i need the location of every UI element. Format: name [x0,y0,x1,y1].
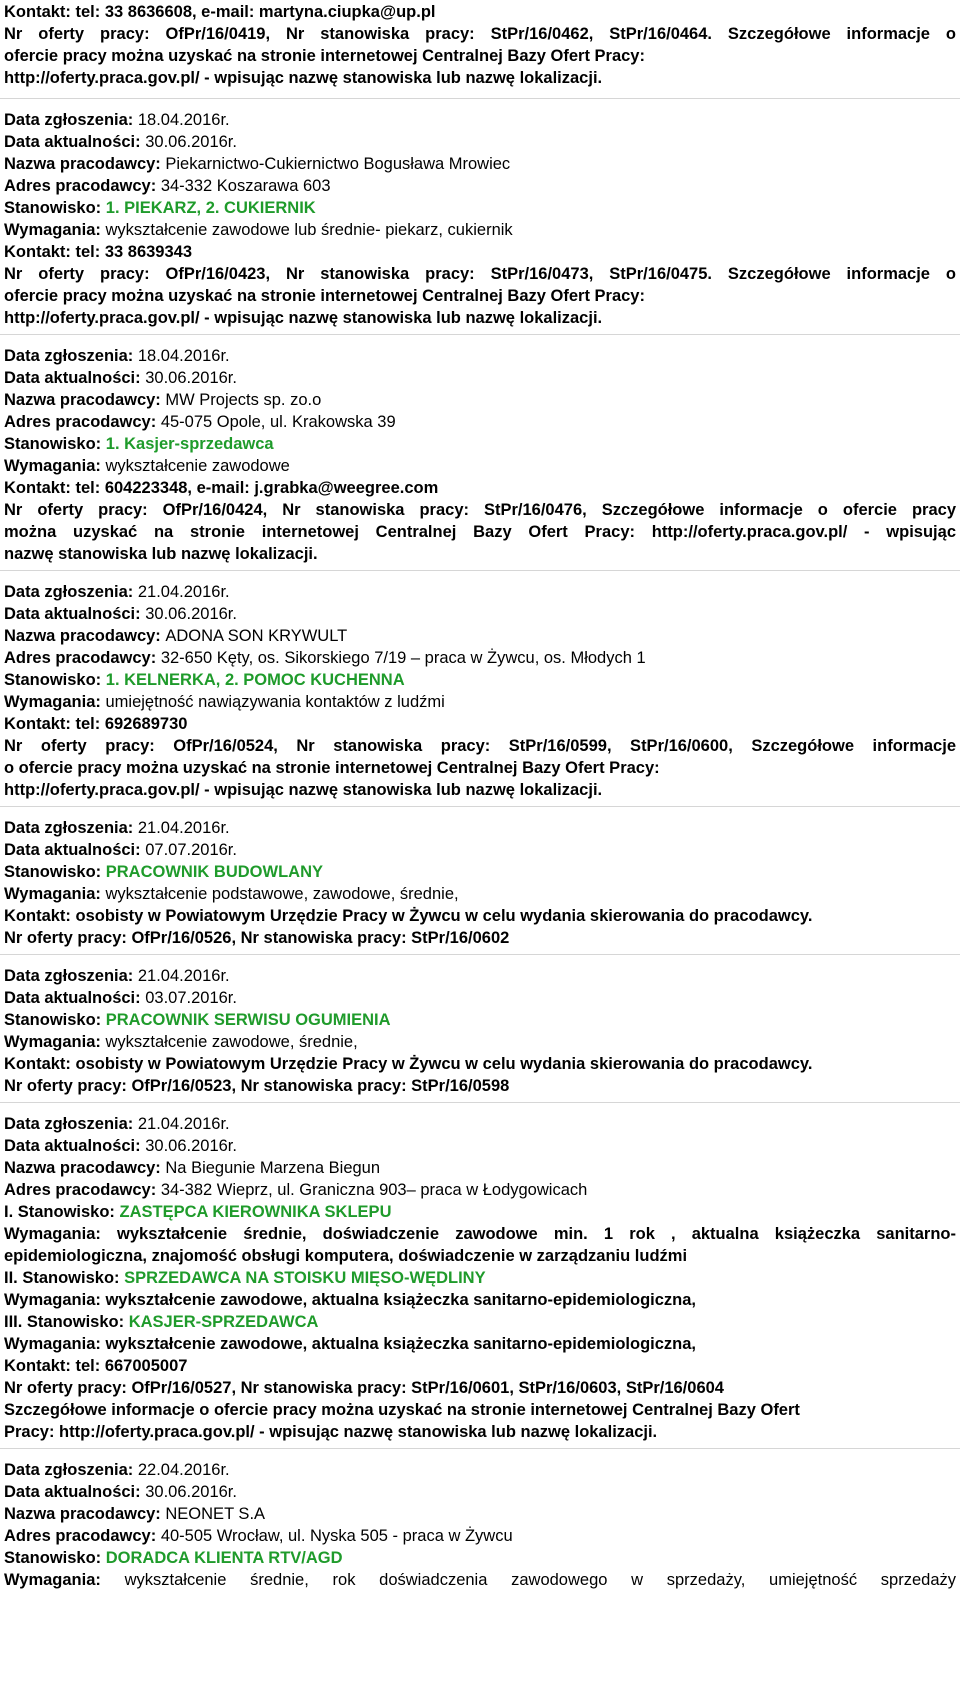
document-line [4,647,956,669]
field-label: Adres pracodawcy: [4,649,161,667]
field-value: 21.04.2016r. [137,583,230,601]
field-label: Nr oferty pracy: OfPr/16/0523, Nr stanowiska pracy: StPr/16/0598 [4,1077,510,1095]
offer-separator [0,1448,960,1449]
document-line [4,1569,956,1591]
offer-separator [0,954,960,955]
document-line [4,1009,956,1031]
field-label: Kontakt: tel: 33 8636608, e-mail: martyna.ciupka@up.pl [4,3,436,21]
field-label: Wymagania: wykształcenie zawodowe, aktualna książeczka sanitarno-epidemiologiczna, [4,1335,697,1353]
document-line [4,669,956,691]
document-line [4,477,956,499]
field-label: Data zgłoszenia: [4,819,138,837]
document-line [4,581,956,603]
field-value: 45-075 Opole, ul. Krakowska 39 [160,413,396,431]
field-label: Data aktualności: [4,989,146,1007]
document-line [4,1267,956,1289]
field-value: 30.06.2016r. [145,605,237,623]
position-name: 1. KELNERKA, 2. POMOC KUCHENNA [105,671,405,689]
document-line [4,521,956,543]
field-value: wykształcenie zawodowe, średnie, [105,1033,358,1051]
document-line [4,779,956,801]
field-label: http://oferty.praca.gov.pl/ - wpisując nazwę stanowiska lub nazwę lokalizacji. [4,69,603,87]
field-label: Kontakt: osobisty w Powiatowym Urzędzie Pracy w Żywcu w celu wydania skierowania do pracodawcy. [4,907,813,925]
document-line [4,345,956,367]
document-line [4,1201,956,1223]
field-label: Kontakt: tel: 667005007 [4,1357,188,1375]
position-name: DORADCA KLIENTA RTV/AGD [105,1549,343,1567]
field-value: 18.04.2016r. [137,111,230,129]
document-line [4,713,956,735]
document-line [4,735,956,757]
field-value: umiejętność nawiązywania kontaktów z ludźmi [105,693,445,711]
field-label: http://oferty.praca.gov.pl/ - wpisując nazwę stanowiska lub nazwę lokalizacji. [4,781,603,799]
offer-separator [0,806,960,807]
document-line [4,389,956,411]
document-line [4,219,956,241]
document-line [4,817,956,839]
field-label: Wymagania: [4,457,106,475]
field-value: 21.04.2016r. [137,1115,230,1133]
document-line [4,987,956,1009]
field-value: 07.07.2016r. [145,841,237,859]
document-line [4,1245,956,1267]
field-label: Nr oferty pracy: OfPr/16/0524, Nr stanowiska pracy: StPr/16/0599, StPr/16/0600, Szczegółowe informacje [4,737,956,755]
field-value: 22.04.2016r. [137,1461,230,1479]
field-label: Nr oferty pracy: OfPr/16/0526, Nr stanowiska pracy: StPr/16/0602 [4,929,510,947]
field-value: ADONA SON KRYWULT [165,627,348,645]
document-line [4,1289,956,1311]
document-line [4,153,956,175]
field-value: 30.06.2016r. [145,1483,237,1501]
field-label: ofercie pracy można uzyskać na stronie internetowej Centralnej Bazy Ofert Pracy: [4,47,645,65]
document-line [4,1031,956,1053]
document-line [4,433,956,455]
document-line [4,625,956,647]
field-label: Wymagania: [4,1033,106,1051]
field-label: Nazwa pracodawcy: [4,1159,166,1177]
document-line [4,1223,956,1245]
field-label: Data aktualności: [4,1137,146,1155]
field-value: NEONET S.A [165,1505,266,1523]
field-label: Data zgłoszenia: [4,347,138,365]
field-label: Data zgłoszenia: [4,1461,138,1479]
document-line [4,499,956,521]
field-value: 30.06.2016r. [145,369,237,387]
field-label: Nr oferty pracy: OfPr/16/0419, Nr stanowiska pracy: StPr/16/0462, StPr/16/0464. Szczegółowe informacje o [4,25,956,43]
document-line [4,883,956,905]
field-label: Data aktualności: [4,369,146,387]
position-name: SPRZEDAWCA NA STOISKU MIĘSO-WĘDLINY [124,1269,486,1287]
field-label: Stanowisko: [4,863,106,881]
document-line [4,1135,956,1157]
document-line [4,905,956,927]
position-name: ZASTĘPCA KIEROWNIKA SKLEPU [119,1203,392,1221]
field-label: Stanowisko: [4,199,106,217]
offer-separator [0,1102,960,1103]
field-label: Data aktualności: [4,605,146,623]
field-value: 18.04.2016r. [137,347,230,365]
field-label: Nazwa pracodawcy: [4,155,166,173]
position-name: KASJER-SPRZEDAWCA [128,1313,319,1331]
field-label: nazwę stanowiska lub nazwę lokalizacji. [4,545,318,563]
field-value: 40-505 Wrocław, ul. Nyska 505 - praca w Żywcu [160,1527,513,1545]
field-label: Stanowisko: [4,435,106,453]
field-label: Nr oferty pracy: OfPr/16/0423, Nr stanowiska pracy: StPr/16/0473, StPr/16/0475. Szczegółowe informacje o [4,265,956,283]
document-line [4,1311,956,1333]
document-line [4,109,956,131]
field-label: Adres pracodawcy: [4,413,161,431]
field-label: Szczegółowe informacje o ofercie pracy można uzyskać na stronie internetowej Centralnej Bazy Ofert [4,1401,800,1419]
document-line [4,67,956,89]
field-label: ofercie pracy można uzyskać na stronie internetowej Centralnej Bazy Ofert Pracy: [4,287,645,305]
document-line [4,1459,956,1481]
field-label: epidemiologiczna, znajomość obsługi komputera, doświadczenie w zarządzaniu ludźmi [4,1247,688,1265]
field-label: Kontakt: osobisty w Powiatowym Urzędzie Pracy w Żywcu w celu wydania skierowania do pracodawcy. [4,1055,813,1073]
document-line [4,1525,956,1547]
field-label: Data zgłoszenia: [4,1115,138,1133]
document-line [4,757,956,779]
document-line [4,1421,956,1443]
document-line [4,839,956,861]
field-value: Na Biegunie Marzena Biegun [165,1159,381,1177]
document-line [4,861,956,883]
document-line [4,367,956,389]
field-label: II. Stanowisko: [4,1269,125,1287]
document-line [4,1355,956,1377]
field-label: Data zgłoszenia: [4,583,138,601]
offer-separator [0,334,960,335]
document-line [4,1333,956,1355]
field-label: http://oferty.praca.gov.pl/ - wpisując nazwę stanowiska lub nazwę lokalizacji. [4,309,603,327]
field-value: 34-332 Koszarawa 603 [160,177,331,195]
field-label: Stanowisko: [4,1549,106,1567]
field-label: Data aktualności: [4,1483,146,1501]
document-line [4,45,956,67]
field-label: o ofercie pracy można uzyskać na stronie internetowej Centralnej Bazy Ofert Pracy: [4,759,660,777]
field-label: Kontakt: tel: 692689730 [4,715,188,733]
document-line [4,1399,956,1421]
offer-separator [0,570,960,571]
field-label: Pracy: http://oferty.praca.gov.pl/ - wpisując nazwę stanowiska lub nazwę lokalizacji. [4,1423,658,1441]
field-value: 21.04.2016r. [137,819,230,837]
document-line [4,197,956,219]
document-line [4,1503,956,1525]
field-value: Piekarnictwo-Cukiernictwo Bogusława Mrowiec [165,155,511,173]
offer-separator [0,98,960,99]
document-line [4,691,956,713]
position-name: 1. Kasjer-sprzedawca [105,435,274,453]
field-value: 30.06.2016r. [145,1137,237,1155]
field-value: 32-650 Kęty, os. Sikorskiego 7/19 – praca w Żywcu, os. Młodych 1 [160,649,646,667]
document-line [4,543,956,565]
field-value: 21.04.2016r. [137,967,230,985]
field-label: Nr oferty pracy: OfPr/16/0527, Nr stanowiska pracy: StPr/16/0601, StPr/16/0603, StPr/16/0604 [4,1379,724,1397]
document-line [4,411,956,433]
field-value: 34-382 Wieprz, ul. Graniczna 903– praca w Łodygowicach [160,1181,588,1199]
field-label: Wymagania: [4,1571,125,1589]
field-label: Stanowisko: [4,1011,106,1029]
field-label: Wymagania: [4,221,106,239]
field-label: Wymagania: wykształcenie zawodowe, aktualna książeczka sanitarno-epidemiologiczna, [4,1291,697,1309]
document-line [4,285,956,307]
field-label: Adres pracodawcy: [4,1181,161,1199]
document-line [4,1053,956,1075]
document-line [4,263,956,285]
document-line [4,1157,956,1179]
document-line [4,23,956,45]
field-value: wykształcenie podstawowe, zawodowe, średnie, [105,885,459,903]
field-value: wykształcenie zawodowe lub średnie- piekarz, cukiernik [105,221,513,239]
field-label: Data aktualności: [4,133,146,151]
field-value: 03.07.2016r. [145,989,237,1007]
field-label: Data zgłoszenia: [4,967,138,985]
field-value: MW Projects sp. zo.o [165,391,322,409]
position-name: PRACOWNIK SERWISU OGUMIENIA [105,1011,391,1029]
document-line [4,307,956,329]
field-label: Data zgłoszenia: [4,111,138,129]
document-line [4,1113,956,1135]
document-line [4,175,956,197]
field-label: Data aktualności: [4,841,146,859]
document-line [4,965,956,987]
document-line [4,1179,956,1201]
field-value: wykształcenie zawodowe [105,457,290,475]
field-label: III. Stanowisko: [4,1313,129,1331]
document-line [4,1547,956,1569]
field-label: Kontakt: tel: 604223348, e-mail: j.grabka@weegree.com [4,479,439,497]
field-label: Kontakt: tel: 33 8639343 [4,243,193,261]
document-line [4,1,956,23]
document-line [4,455,956,477]
document-line [4,131,956,153]
document-line [4,241,956,263]
document-line [4,927,956,949]
field-label: I. Stanowisko: [4,1203,120,1221]
document-line [4,1481,956,1503]
field-value: 30.06.2016r. [145,133,237,151]
document-line [4,1075,956,1097]
field-label: Wymagania: [4,693,106,711]
field-label: Nazwa pracodawcy: [4,1505,166,1523]
position-name: 1. PIEKARZ, 2. CUKIERNIK [105,199,316,217]
document-line [4,603,956,625]
field-label: Wymagania: [4,885,106,903]
field-label: można uzyskać na stronie internetowej Centralnej Bazy Ofert Pracy: http://oferty.praca.gov.pl/ - wpisując [4,523,956,541]
field-label: Adres pracodawcy: [4,177,161,195]
field-label: Nazwa pracodawcy: [4,627,166,645]
field-value: wykształcenie średnie, rok doświadczenia zawodowego w sprzedaży, umiejętność sprzedaży [124,1571,956,1589]
position-name: PRACOWNIK BUDOWLANY [105,863,323,881]
field-label: Stanowisko: [4,671,106,689]
document-line [4,1377,956,1399]
field-label: Wymagania: wykształcenie średnie, doświadczenie zawodowe min. 1 rok , aktualna książeczka sanitarno- [4,1225,956,1243]
field-label: Nazwa pracodawcy: [4,391,166,409]
field-label: Nr oferty pracy: OfPr/16/0424, Nr stanowiska pracy: StPr/16/0476, Szczegółowe informacje o ofercie pracy [4,501,956,519]
field-label: Adres pracodawcy: [4,1527,161,1545]
